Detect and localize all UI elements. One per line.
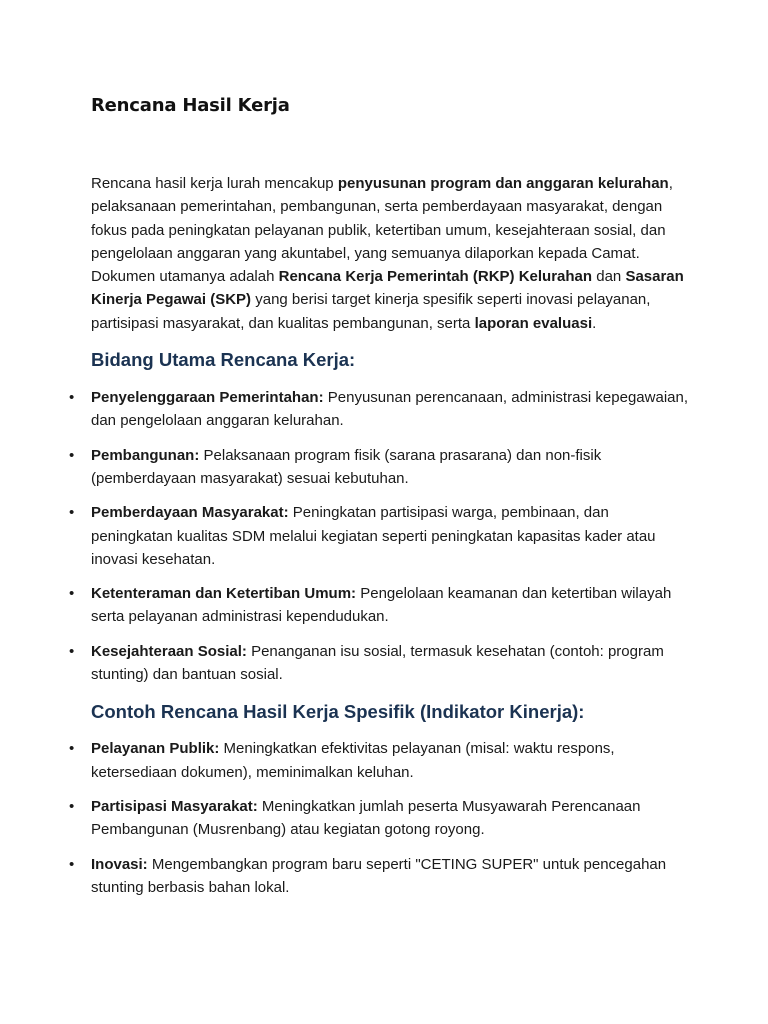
list-item-text: Meningkatkan efektivitas pelayanan (misal: waktu respons, ketersediaan dokumen), meminimalkan keluhan.	[91, 740, 615, 781]
list-item	[69, 386, 691, 433]
bullet-icon: •	[69, 389, 75, 407]
list-item-text: Penanganan isu sosial, termasuk kesehatan (contoh: program stunting) dan bantuan sosial.	[91, 642, 664, 684]
section-heading-specific-examples: Contoh Rencana Hasil Kerja Spesifik (Indikator Kinerja):	[91, 701, 585, 723]
intro-text-4: yang berisi target kinerja spesifik seperti inovasi pelayanan, partisipasi masyarakat, dan kualitas pembangunan, serta	[91, 291, 651, 332]
list-item-label: Partisipasi Masyarakat:	[91, 797, 258, 815]
intro-bold-3: Sasaran Kinerja Pegawai (SKP)	[91, 268, 684, 309]
intro-bold-4: laporan evaluasi	[474, 314, 593, 332]
list-item-label: Pembangunan:	[91, 446, 200, 464]
intro-text-3: dan	[592, 268, 626, 286]
document-body	[69, 172, 691, 899]
list-item	[69, 640, 691, 687]
list-item-label: Inovasi:	[91, 855, 148, 873]
list-item-text: Pelaksanaan program fisik (sarana prasarana) dan non-fisik (pemberdayaan masyarakat) sesuai kebutuhan.	[91, 446, 602, 487]
list-item-text: Peningkatan partisipasi warga, pembinaan, dan peningkatan kualitas SDM melalui kegiatan seperti peningkatan kapasitas kader atau inovasi kesehatan.	[91, 504, 656, 568]
bullet-icon: •	[69, 797, 75, 815]
list-item-text: Pengelolaan keamanan dan ketertiban wilayah serta pelayanan administrasi kependudukan.	[91, 585, 672, 626]
list-item-label: Kesejahteraan Sosial:	[91, 642, 247, 660]
list-item	[69, 853, 691, 900]
list-item	[69, 444, 691, 491]
section-heading-main-areas: Bidang Utama Rencana Kerja:	[91, 349, 356, 371]
intro-text-1: Rencana hasil kerja lurah mencakup	[91, 175, 338, 192]
list-item-text: Penyusunan perencanaan, administrasi kepegawaian, dan pengelolaan anggaran kelurahan.	[91, 389, 689, 430]
list-item-text: Meningkatkan jumlah peserta Musyawarah Perencanaan Pembangunan (Musrenbang) atau kegiatan gotong royong.	[91, 797, 641, 839]
bullet-icon: •	[69, 642, 75, 660]
list-item-label: Ketenteraman dan Ketertiban Umum:	[91, 585, 357, 603]
list-item-label: Pelayanan Publik:	[91, 740, 220, 758]
bullet-icon: •	[69, 446, 75, 464]
list-item-text: Mengembangkan program baru seperti "CETING SUPER" untuk pencegahan stunting berbasis bahan lokal.	[91, 855, 667, 896]
intro-bold-1: penyusunan program dan anggaran kelurahan	[337, 175, 669, 192]
bullet-icon: •	[69, 855, 75, 873]
intro-text-2: , pelaksanaan pemerintahan, pembangunan, serta pemberdayaan masyarakat, dengan fokus pada peningkatan pelayanan publik, ketertiban umum, kesejahteraan sosial, dan pengelolaan anggaran yang akuntabel, yang semuanya dilaporkan kepada Camat. Dokumen utamanya adalah	[91, 175, 673, 286]
list-item-label: Penyelenggaraan Pemerintahan:	[91, 389, 324, 407]
specific-examples-list	[69, 737, 691, 899]
list-item	[69, 501, 691, 571]
intro-paragraph	[91, 172, 691, 335]
document-title: Rencana Hasil Kerja	[91, 95, 290, 116]
intro-text-5: .	[592, 314, 597, 332]
list-item-label: Pemberdayaan Masyarakat:	[91, 504, 289, 522]
main-areas-list	[69, 386, 691, 686]
list-item	[69, 582, 691, 629]
list-item	[69, 737, 691, 784]
list-item	[69, 795, 691, 842]
bullet-icon: •	[69, 740, 75, 758]
intro-bold-2: Rencana Kerja Pemerintah (RKP) Kelurahan	[278, 268, 593, 286]
bullet-icon: •	[69, 504, 75, 522]
bullet-icon: •	[69, 585, 75, 603]
